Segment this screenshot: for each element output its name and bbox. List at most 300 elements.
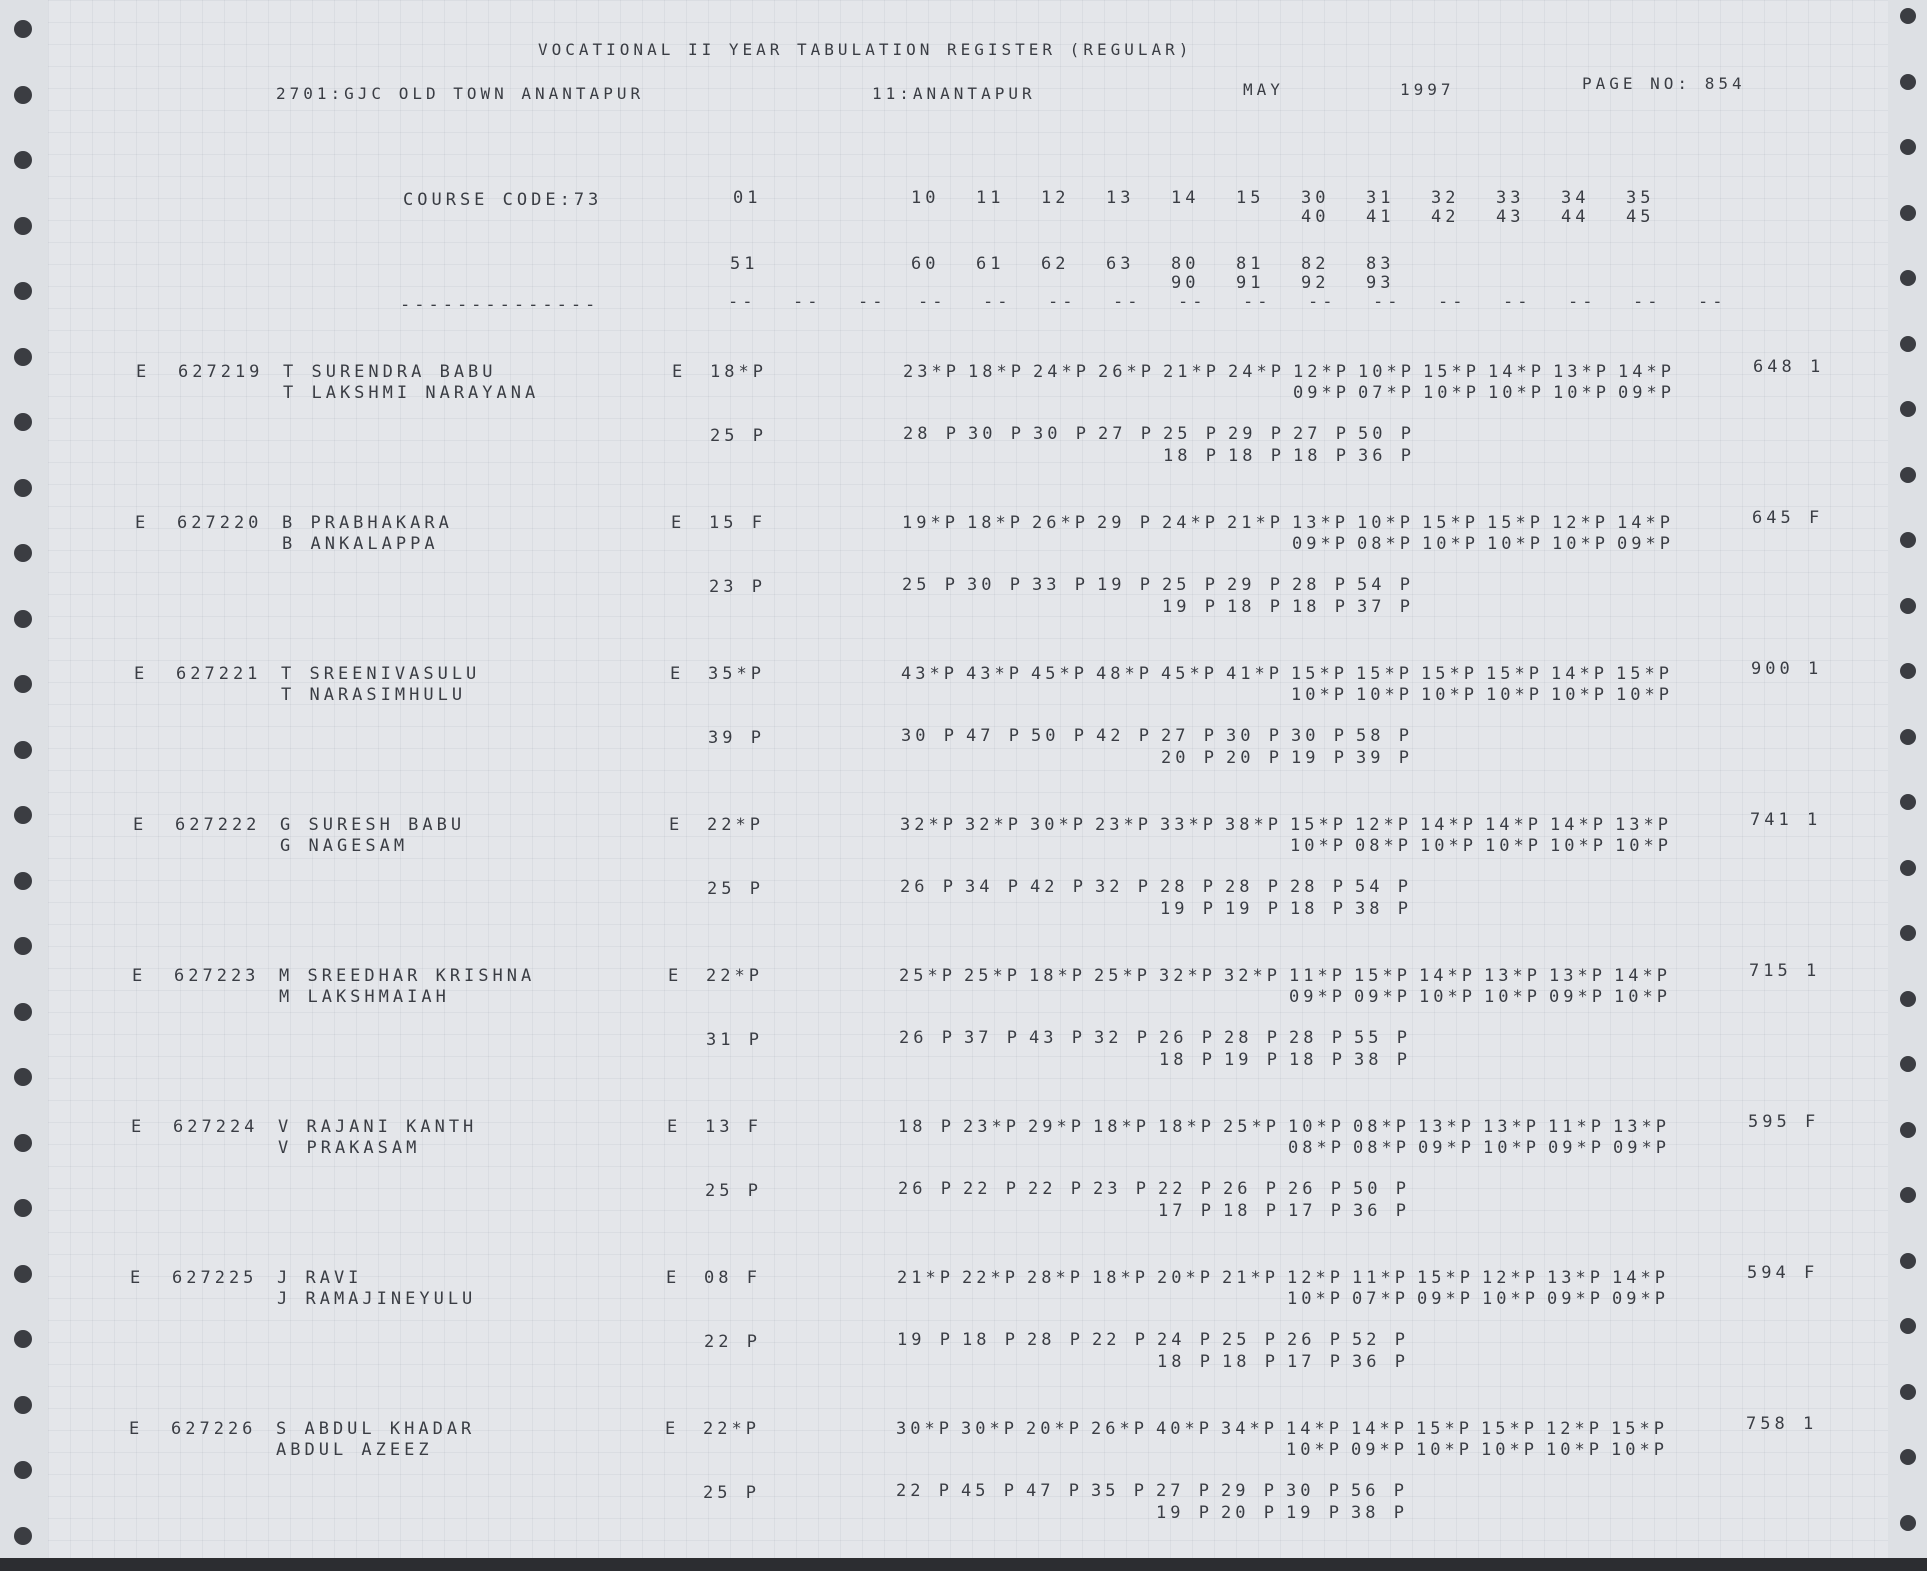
marks-cell: 19 P [1160, 899, 1217, 919]
marks-cell: 32 P [1095, 877, 1152, 897]
marks-cell: 18*P [968, 362, 1025, 382]
marks-cell: 11*P [1289, 966, 1346, 986]
column-code: 31 [1366, 188, 1395, 208]
marks-cell: 29 P [1227, 575, 1284, 595]
marks-paper-01: 08 F [704, 1268, 761, 1288]
marks-cell: 09*P [1618, 383, 1675, 403]
marks-paper-01: 18*P [710, 362, 767, 382]
marks-cell: 18 P [1227, 597, 1284, 617]
column-code: 92 [1301, 273, 1330, 293]
marks-cell: 25 P [902, 575, 959, 595]
tractor-hole [1900, 139, 1916, 155]
marks-cell: 14*P [1551, 664, 1608, 684]
marks-paper-01: 35*P [708, 664, 765, 684]
marks-cell: 43 P [1029, 1028, 1086, 1048]
column-code: 61 [976, 254, 1005, 274]
marks-cell: 11*P [1548, 1117, 1605, 1137]
marks-cell: 18*P [1092, 1268, 1149, 1288]
marks-cell: 19*P [902, 513, 959, 533]
marks-cell: 28 P [1290, 877, 1347, 897]
marks-cell: 24*P [1162, 513, 1219, 533]
tractor-hole [1900, 925, 1916, 941]
tractor-hole [14, 1199, 32, 1217]
hall-ticket-number: 627224 [173, 1117, 259, 1137]
marks-cell: 50 P [1358, 424, 1415, 444]
marks-cell: 10*P [1486, 685, 1543, 705]
marks-cell: 21*P [1163, 362, 1220, 382]
marks-cell: 08*P [1357, 534, 1414, 554]
marks-cell: 14*P [1351, 1419, 1408, 1439]
marks-cell: 09*P [1417, 1289, 1474, 1309]
marks-cell: 14*P [1550, 815, 1607, 835]
marks-cell: 22 P [1028, 1179, 1085, 1199]
marks-cell: 39 P [1356, 748, 1413, 768]
marks-cell: 08*P [1355, 836, 1412, 856]
student-name: S ABDUL KHADAR [276, 1419, 476, 1439]
tractor-hole [14, 282, 32, 300]
total-marks: 645 F [1752, 508, 1824, 528]
marks-cell: 13*P [1292, 513, 1349, 533]
column-code: 32 [1431, 188, 1460, 208]
marks-cell: 09*P [1292, 534, 1349, 554]
marks-cell: 13*P [1484, 966, 1541, 986]
marks-cell: 17 P [1288, 1201, 1345, 1221]
marks-cell: 09*P [1613, 1138, 1670, 1158]
marks-paper-51: 25 P [703, 1483, 760, 1503]
tractor-hole [14, 1003, 32, 1021]
marks-cell: 34 P [965, 877, 1022, 897]
column-code: 45 [1626, 207, 1655, 227]
student-name: M SREEDHAR KRISHNA [279, 966, 536, 986]
marks-paper-01: 15 F [709, 513, 766, 533]
marks-cell: 26 P [1159, 1028, 1216, 1048]
marks-cell: 21*P [897, 1268, 954, 1288]
total-marks: 715 1 [1749, 961, 1821, 981]
marks-cell: 10*P [1291, 685, 1348, 705]
marks-cell: 50 P [1031, 726, 1088, 746]
marks-cell: 25*P [1223, 1117, 1280, 1137]
marks-cell: 22 P [1092, 1330, 1149, 1350]
student-name: V RAJANI KANTH [278, 1117, 478, 1137]
hall-ticket-number: 627223 [174, 966, 260, 986]
marks-cell: 18 P [1223, 1201, 1280, 1221]
total-marks: 595 F [1748, 1112, 1820, 1132]
marks-cell: 10*P [1482, 1289, 1539, 1309]
result-flag: E [132, 966, 147, 986]
marks-cell: 09*P [1548, 1138, 1605, 1158]
parent-name: T NARASIMHULU [281, 685, 467, 705]
marks-cell: 10*P [1546, 1440, 1603, 1460]
marks-cell: 45*P [1161, 664, 1218, 684]
header-rule: -- [1503, 292, 1532, 312]
student-name: T SURENDRA BABU [283, 362, 497, 382]
tractor-hole [1900, 1122, 1916, 1138]
header-rule: -- [728, 292, 757, 312]
marks-cell: 42 P [1096, 726, 1153, 746]
marks-cell: 15*P [1421, 664, 1478, 684]
column-code: 80 [1171, 254, 1200, 274]
tractor-hole [1900, 1449, 1916, 1465]
marks-cell: 28 P [1160, 877, 1217, 897]
column-code: 10 [911, 188, 940, 208]
marks-cell: 13*P [1613, 1117, 1670, 1137]
marks-cell: 40*P [1156, 1419, 1213, 1439]
header-rule: -- [918, 292, 947, 312]
marks-cell: 29 P [1097, 513, 1154, 533]
tractor-hole [14, 1068, 32, 1086]
tractor-hole [1900, 74, 1916, 90]
marks-cell: 26 P [1287, 1330, 1344, 1350]
tractor-hole [1900, 1056, 1916, 1072]
marks-cell: 13*P [1547, 1268, 1604, 1288]
tractor-hole [14, 1396, 32, 1414]
marks-cell: 11*P [1352, 1268, 1409, 1288]
header-rule: -------------- [400, 295, 600, 315]
marks-cell: 19 P [1097, 575, 1154, 595]
marks-cell: 20 P [1161, 748, 1218, 768]
column-code: 11 [976, 188, 1005, 208]
marks-cell: 20 P [1226, 748, 1283, 768]
tractor-hole [1900, 598, 1916, 614]
result-flag: E [135, 513, 150, 533]
marks-cell: 27 P [1156, 1481, 1213, 1501]
marks-cell: 19 P [1156, 1503, 1213, 1523]
marks-cell: 18 P [1163, 446, 1220, 466]
marks-cell: 15*P [1354, 966, 1411, 986]
marks-cell: 26 P [1288, 1179, 1345, 1199]
parent-name: V PRAKASAM [278, 1138, 421, 1158]
marks-cell: 25*P [899, 966, 956, 986]
marks-cell: 37 P [964, 1028, 1021, 1048]
bottom-edge [0, 1558, 1927, 1571]
marks-cell: 43*P [966, 664, 1023, 684]
marks-cell: 18*P [967, 513, 1024, 533]
marks-cell: 30 P [967, 575, 1024, 595]
marks-cell: 15*P [1356, 664, 1413, 684]
marks-cell: 28 P [1224, 1028, 1281, 1048]
tractor-hole [14, 86, 32, 104]
marks-cell: 37 P [1357, 597, 1414, 617]
marks-cell: 08*P [1353, 1138, 1410, 1158]
marks-cell: 10*P [1488, 383, 1545, 403]
marks-cell: 14*P [1420, 815, 1477, 835]
column-code: 60 [911, 254, 940, 274]
marks-cell: 14*P [1286, 1419, 1343, 1439]
tractor-hole [1900, 1253, 1916, 1269]
marks-cell: 19 P [1225, 899, 1282, 919]
marks-cell: 10*P [1419, 987, 1476, 1007]
marks-cell: 43*P [901, 664, 958, 684]
marks-cell: 15*P [1611, 1419, 1668, 1439]
marks-cell: 29*P [1028, 1117, 1085, 1137]
exam-month: MAY [1243, 80, 1284, 99]
marks-cell: 10*P [1421, 685, 1478, 705]
parent-name: M LAKSHMAIAH [279, 987, 450, 1007]
header-rule: -- [1243, 292, 1272, 312]
marks-cell: 10*P [1481, 1440, 1538, 1460]
marks-cell: 41*P [1226, 664, 1283, 684]
marks-cell: 19 P [897, 1330, 954, 1350]
marks-cell: 28*P [1027, 1268, 1084, 1288]
marks-cell: 18 P [1290, 899, 1347, 919]
marks-cell: 19 P [1286, 1503, 1343, 1523]
marks-cell: 22 P [896, 1481, 953, 1501]
tractor-hole [1900, 729, 1916, 745]
header-rule: -- [1048, 292, 1077, 312]
tractor-hole [14, 675, 32, 693]
header-rule: -- [983, 292, 1012, 312]
marks-paper-01: 22*P [706, 966, 763, 986]
hall-ticket-number: 627226 [171, 1419, 257, 1439]
marks-paper-51: 25 P [707, 879, 764, 899]
marks-cell: 10*P [1552, 534, 1609, 554]
marks-cell: 58 P [1356, 726, 1413, 746]
column-code: 90 [1171, 273, 1200, 293]
marks-cell: 56 P [1351, 1481, 1408, 1501]
tractor-hole [1900, 991, 1916, 1007]
marks-cell: 30*P [961, 1419, 1018, 1439]
marks-cell: 15*P [1416, 1419, 1473, 1439]
tractor-hole [14, 1265, 32, 1283]
tractor-hole [1900, 663, 1916, 679]
marks-cell: 48*P [1096, 664, 1153, 684]
marks-cell: 13*P [1418, 1117, 1475, 1137]
marks-cell: 17 P [1287, 1352, 1344, 1372]
marks-cell: 32*P [1159, 966, 1216, 986]
header-rule: -- [1698, 292, 1727, 312]
header-rule: -- [1373, 292, 1402, 312]
marks-cell: 30 P [1291, 726, 1348, 746]
column-code: 40 [1301, 207, 1330, 227]
marks-cell: 12*P [1355, 815, 1412, 835]
marks-cell: 15*P [1486, 664, 1543, 684]
marks-cell: 15*P [1423, 362, 1480, 382]
column-code: 82 [1301, 254, 1330, 274]
marks-cell: 10*P [1422, 534, 1479, 554]
marks-cell: 18*P [1158, 1117, 1215, 1137]
exam-flag: E [666, 1268, 681, 1288]
marks-cell: 38 P [1354, 1050, 1411, 1070]
marks-paper-51: 25 P [710, 426, 767, 446]
marks-cell: 28 P [903, 424, 960, 444]
marks-cell: 24 P [1157, 1330, 1214, 1350]
tractor-hole [14, 610, 32, 628]
total-marks: 648 1 [1753, 357, 1825, 377]
marks-cell: 50 P [1353, 1179, 1410, 1199]
exam-flag: E [668, 966, 683, 986]
register-sheet [48, 0, 1888, 1560]
tractor-hole [14, 217, 32, 235]
header-rule: -- [858, 292, 887, 312]
marks-cell: 18 P [1222, 1352, 1279, 1372]
marks-cell: 32*P [900, 815, 957, 835]
header-rule: -- [1438, 292, 1467, 312]
marks-cell: 10*P [1356, 685, 1413, 705]
marks-cell: 26 P [1223, 1179, 1280, 1199]
parent-name: J RAMAJINEYULU [277, 1289, 477, 1309]
marks-cell: 47 P [1026, 1481, 1083, 1501]
marks-cell: 10*P [1286, 1440, 1343, 1460]
exam-flag: E [670, 664, 685, 684]
marks-cell: 25 P [1222, 1330, 1279, 1350]
exam-flag: E [669, 815, 684, 835]
marks-paper-51: 25 P [705, 1181, 762, 1201]
marks-cell: 29 P [1221, 1481, 1278, 1501]
column-code: 01 [733, 188, 762, 208]
marks-cell: 24*P [1228, 362, 1285, 382]
marks-cell: 30 P [901, 726, 958, 746]
marks-cell: 15*P [1616, 664, 1673, 684]
marks-cell: 10*P [1550, 836, 1607, 856]
student-name: G SURESH BABU [280, 815, 466, 835]
result-flag: E [136, 362, 151, 382]
marks-cell: 14*P [1612, 1268, 1669, 1288]
marks-cell: 10*P [1416, 1440, 1473, 1460]
header-rule: -- [793, 292, 822, 312]
total-marks: 900 1 [1751, 659, 1823, 679]
hall-ticket-number: 627219 [178, 362, 264, 382]
marks-cell: 22 P [963, 1179, 1020, 1199]
column-code: 12 [1041, 188, 1070, 208]
marks-cell: 23*P [1095, 815, 1152, 835]
marks-cell: 30 P [1033, 424, 1090, 444]
parent-name: G NAGESAM [280, 836, 409, 856]
column-code: 63 [1106, 254, 1135, 274]
exam-flag: E [672, 362, 687, 382]
marks-cell: 30 P [968, 424, 1025, 444]
tractor-hole [1900, 794, 1916, 810]
marks-cell: 10*P [1553, 383, 1610, 403]
marks-cell: 33*P [1160, 815, 1217, 835]
marks-cell: 55 P [1354, 1028, 1411, 1048]
exam-flag: E [665, 1419, 680, 1439]
column-code: 35 [1626, 188, 1655, 208]
column-code: 51 [730, 254, 759, 274]
column-code: 42 [1431, 207, 1460, 227]
marks-cell: 18 P [1289, 1050, 1346, 1070]
column-code: 43 [1496, 207, 1525, 227]
header-rule: -- [1568, 292, 1597, 312]
marks-cell: 26 P [900, 877, 957, 897]
marks-cell: 12*P [1546, 1419, 1603, 1439]
marks-cell: 28 P [1027, 1330, 1084, 1350]
marks-cell: 38 P [1355, 899, 1412, 919]
marks-cell: 14*P [1419, 966, 1476, 986]
header-rule: -- [1633, 292, 1662, 312]
result-flag: E [130, 1268, 145, 1288]
marks-cell: 30 P [1226, 726, 1283, 746]
marks-cell: 36 P [1353, 1201, 1410, 1221]
marks-cell: 10*P [1551, 685, 1608, 705]
marks-cell: 15*P [1417, 1268, 1474, 1288]
marks-cell: 22*P [962, 1268, 1019, 1288]
column-code: 93 [1366, 273, 1395, 293]
tractor-hole [14, 413, 32, 431]
tractor-hole [1900, 401, 1916, 417]
marks-cell: 14*P [1614, 966, 1671, 986]
header-rule: -- [1308, 292, 1337, 312]
marks-cell: 10*P [1615, 836, 1672, 856]
marks-cell: 23*P [903, 362, 960, 382]
marks-cell: 42 P [1030, 877, 1087, 897]
tractor-hole [14, 20, 32, 38]
marks-cell: 28 P [1289, 1028, 1346, 1048]
tractor-hole [14, 479, 32, 497]
marks-cell: 24*P [1033, 362, 1090, 382]
tractor-hole [1900, 532, 1916, 548]
marks-cell: 13*P [1615, 815, 1672, 835]
marks-cell: 09*P [1418, 1138, 1475, 1158]
marks-cell: 15*P [1290, 815, 1347, 835]
marks-cell: 14*P [1618, 362, 1675, 382]
marks-cell: 30*P [1030, 815, 1087, 835]
column-code: 41 [1366, 207, 1395, 227]
marks-cell: 26 P [898, 1179, 955, 1199]
marks-cell: 35 P [1091, 1481, 1148, 1501]
marks-cell: 20*P [1157, 1268, 1214, 1288]
result-flag: E [131, 1117, 146, 1137]
marks-cell: 09*P [1289, 987, 1346, 1007]
exam-year: 1997 [1400, 80, 1455, 99]
marks-cell: 26*P [1091, 1419, 1148, 1439]
marks-cell: 30*P [896, 1419, 953, 1439]
marks-cell: 10*P [1616, 685, 1673, 705]
marks-cell: 34*P [1221, 1419, 1278, 1439]
exam-flag: E [671, 513, 686, 533]
marks-cell: 18 P [1157, 1352, 1214, 1372]
tractor-hole [14, 937, 32, 955]
marks-cell: 20 P [1221, 1503, 1278, 1523]
parent-name: T LAKSHMI NARAYANA [283, 383, 540, 403]
marks-cell: 15*P [1481, 1419, 1538, 1439]
marks-cell: 07*P [1352, 1289, 1409, 1309]
marks-cell: 12*P [1287, 1268, 1344, 1288]
course-code: COURSE CODE:73 [403, 190, 603, 210]
marks-cell: 10*P [1487, 534, 1544, 554]
marks-cell: 18 P [1293, 446, 1350, 466]
left-tractor-holes [0, 0, 48, 1571]
marks-paper-51: 22 P [704, 1332, 761, 1352]
marks-cell: 10*P [1484, 987, 1541, 1007]
header-rule: -- [1178, 292, 1207, 312]
tractor-hole [1900, 8, 1916, 24]
marks-paper-51: 23 P [709, 577, 766, 597]
marks-cell: 14*P [1488, 362, 1545, 382]
marks-cell: 27 P [1098, 424, 1155, 444]
student-name: T SREENIVASULU [281, 664, 481, 684]
marks-cell: 10*P [1290, 836, 1347, 856]
column-code: 83 [1366, 254, 1395, 274]
header-rule: -- [1113, 292, 1142, 312]
tractor-hole [14, 806, 32, 824]
marks-cell: 10*P [1423, 383, 1480, 403]
marks-cell: 21*P [1222, 1268, 1279, 1288]
marks-cell: 32*P [1224, 966, 1281, 986]
marks-cell: 19 P [1224, 1050, 1281, 1070]
marks-cell: 10*P [1357, 513, 1414, 533]
tractor-hole [1900, 205, 1916, 221]
tractor-hole [1900, 1384, 1916, 1400]
column-code: 44 [1561, 207, 1590, 227]
marks-cell: 09*P [1549, 987, 1606, 1007]
marks-cell: 23 P [1093, 1179, 1150, 1199]
marks-cell: 08*P [1288, 1138, 1345, 1158]
marks-cell: 38*P [1225, 815, 1282, 835]
marks-cell: 17 P [1158, 1201, 1215, 1221]
marks-cell: 22 P [1158, 1179, 1215, 1199]
marks-cell: 20*P [1026, 1419, 1083, 1439]
marks-cell: 09*P [1612, 1289, 1669, 1309]
